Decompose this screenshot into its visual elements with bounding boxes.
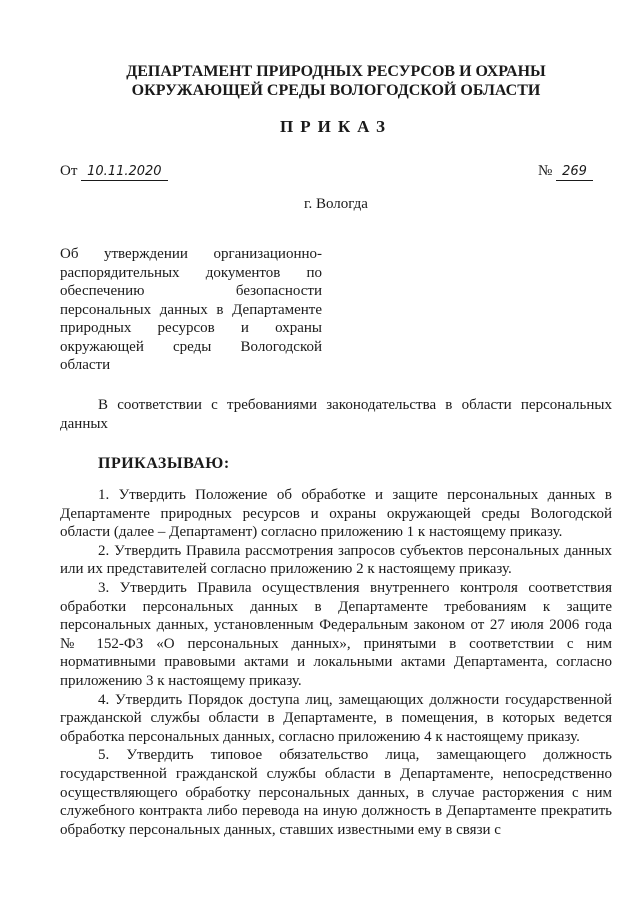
date-row — [60, 163, 168, 181]
order-item-5: 5. Утвердить типовое обязательство лица, замещающего должность государственной гражданской службы области в Департаменте, непосредственно осуществляющего обработку персональных данных, в случае расторжения с ним служебного контракта либо перевода на иную должность в Департаменте прекратить обработку персональных данных, ставших известными ему в связи с — [60, 747, 612, 838]
order-item-4: 4. Утвердить Порядок доступа лиц, замещающих должности государственной гражданской службы области в Департаменте, в помещения, в которых ведется обработка персональных данных, согласно приложению 4 к настоящему приказу. — [60, 691, 612, 745]
order-word: ПРИКАЗЫВАЮ: — [98, 455, 230, 472]
preamble: В соответствии с требованиями законодательства в области персональных данных — [60, 397, 612, 432]
header-line-2: ОКРУЖАЮЩЕЙ СРЕДЫ ВОЛОГОДСКОЙ ОБЛАСТИ — [131, 82, 541, 99]
order-item-2: 2. Утвердить Правила рассмотрения запросов субъектов персональных данных или их представителей согласно приложению 2 к настоящему приказу. — [60, 542, 612, 578]
organization-header — [60, 62, 612, 100]
date-value: 10.11.2020 — [81, 164, 167, 181]
date-label: От — [60, 163, 78, 179]
order-item-1: 1. Утвердить Положение об обработке и защите персональных данных в Департаменте природных ресурсов и охраны окружающей среды Вологодской области (далее – Департамент) согласно приложению 1 к настоящему приказу. — [60, 487, 612, 541]
order-item-3: 3. Утвердить Правила осуществления внутреннего контроля соответствия обработки персональных данных в Департаменте требованиям к защите персональных данных, установленным Федеральным законом от 27 июля 2006 года № 152-ФЗ «О персональных данных», принятыми в соответствии с ним нормативными правовыми актами и локальными актами Департамента, согласно приложению 3 к настоящему приказу. — [60, 579, 612, 689]
header-line-1: ДЕПАРТАМЕНТ ПРИРОДНЫХ РЕСУРСОВ И ОХРАНЫ — [126, 63, 546, 80]
city: г. Вологда — [304, 196, 368, 212]
number-label: № — [538, 163, 553, 179]
number-value: 269 — [556, 164, 593, 181]
order-items — [60, 486, 612, 839]
document-title: ПРИКАЗ — [280, 117, 392, 136]
number-row — [538, 163, 593, 181]
subject-block: Об утверждении организационно-распорядительных документов по обеспечению безопасности персональных данных в Департаменте природных ресурсов и охраны окружающей среды Вологодской области — [60, 246, 322, 373]
